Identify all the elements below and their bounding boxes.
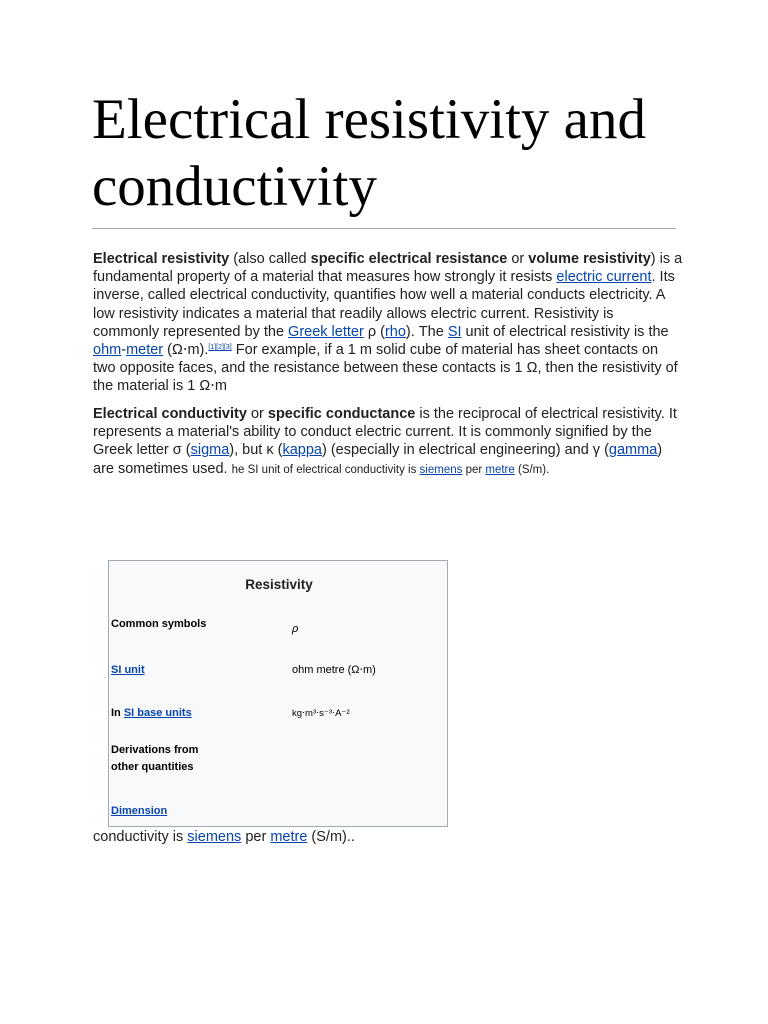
link-siemens-2[interactable]: siemens bbox=[187, 829, 242, 845]
term-electrical-resistivity: Electrical resistivity bbox=[93, 251, 230, 267]
infobox-label-si-base-units: In SI base units bbox=[111, 707, 192, 719]
infobox-value-si-unit: ohm metre (Ω⋅m) bbox=[292, 664, 376, 676]
link-metre[interactable]: metre bbox=[485, 463, 515, 476]
link-rho[interactable]: rho bbox=[384, 323, 406, 340]
link-meter[interactable]: meter bbox=[126, 342, 164, 359]
trailing-paragraph: conductivity is siemens per metre (S/m).. bbox=[93, 829, 355, 845]
infobox-label-si-unit[interactable]: SI unit bbox=[111, 664, 145, 676]
infobox-value-common-symbols: ρ bbox=[292, 623, 299, 635]
page-title: Electrical resistivity and conductivity bbox=[92, 86, 676, 229]
link-gamma[interactable]: gamma bbox=[608, 442, 658, 459]
infobox-label-common-symbols: Common symbols bbox=[111, 618, 207, 630]
intro-paragraph: Electrical resistivity (also called specific electrical resistance or volume resistivity) is a fundamental property of a material that measures how strongly it resists electric current. Its inverse, called electrical conductivity, quantifies how well a material conducts electricity. A low resistivity indicates a material that readily allows electric current. Resistivity is commonly represented by the Greek letter ρ (rho). The SI unit of electrical resistivity is the ohm-meter (Ω⋅m).[1][2][3] For example, if a 1 m solid cube of material has sheet contacts on two opposite faces, and the resistance between these contacts is 1 Ω, then the resistivity of the material is 1 Ω⋅m bbox=[93, 251, 683, 395]
reference-links[interactable]: [1][2][3] bbox=[208, 344, 232, 352]
infobox-title: Resistivity bbox=[245, 577, 313, 592]
link-si[interactable]: SI bbox=[447, 323, 462, 340]
term-electrical-conductivity: Electrical conductivity bbox=[93, 406, 247, 422]
link-greek-letter[interactable]: Greek letter bbox=[288, 323, 364, 340]
infobox-label-dimension[interactable]: Dimension bbox=[111, 805, 168, 817]
infobox-resistivity bbox=[108, 560, 448, 827]
link-metre-2[interactable]: metre bbox=[270, 829, 308, 845]
infobox-label-derivations: Derivations from other quantities bbox=[111, 744, 199, 773]
conductivity-paragraph: Electrical conductivity or specific conductance is the reciprocal of electrical resistivity. It represents a material's ability to conduct electric current. It is commonly signified by the Greek letter σ (sigma), but κ (kappa) (especially in electrical engineering) and γ (gamma) are sometimes used. he SI unit of electrical conductivity is siemens per metre (S/m). bbox=[93, 406, 677, 477]
link-electric-current[interactable]: electric current bbox=[556, 269, 652, 286]
link-sigma[interactable]: sigma bbox=[190, 442, 230, 459]
link-kappa[interactable]: kappa bbox=[282, 442, 322, 459]
link-ohm[interactable]: ohm bbox=[93, 342, 122, 359]
link-si-base-units[interactable]: SI base units bbox=[123, 707, 192, 719]
link-siemens[interactable]: siemens bbox=[419, 463, 463, 476]
infobox-value-si-base-units: kg⋅m³⋅s⁻³⋅A⁻² bbox=[292, 708, 350, 719]
